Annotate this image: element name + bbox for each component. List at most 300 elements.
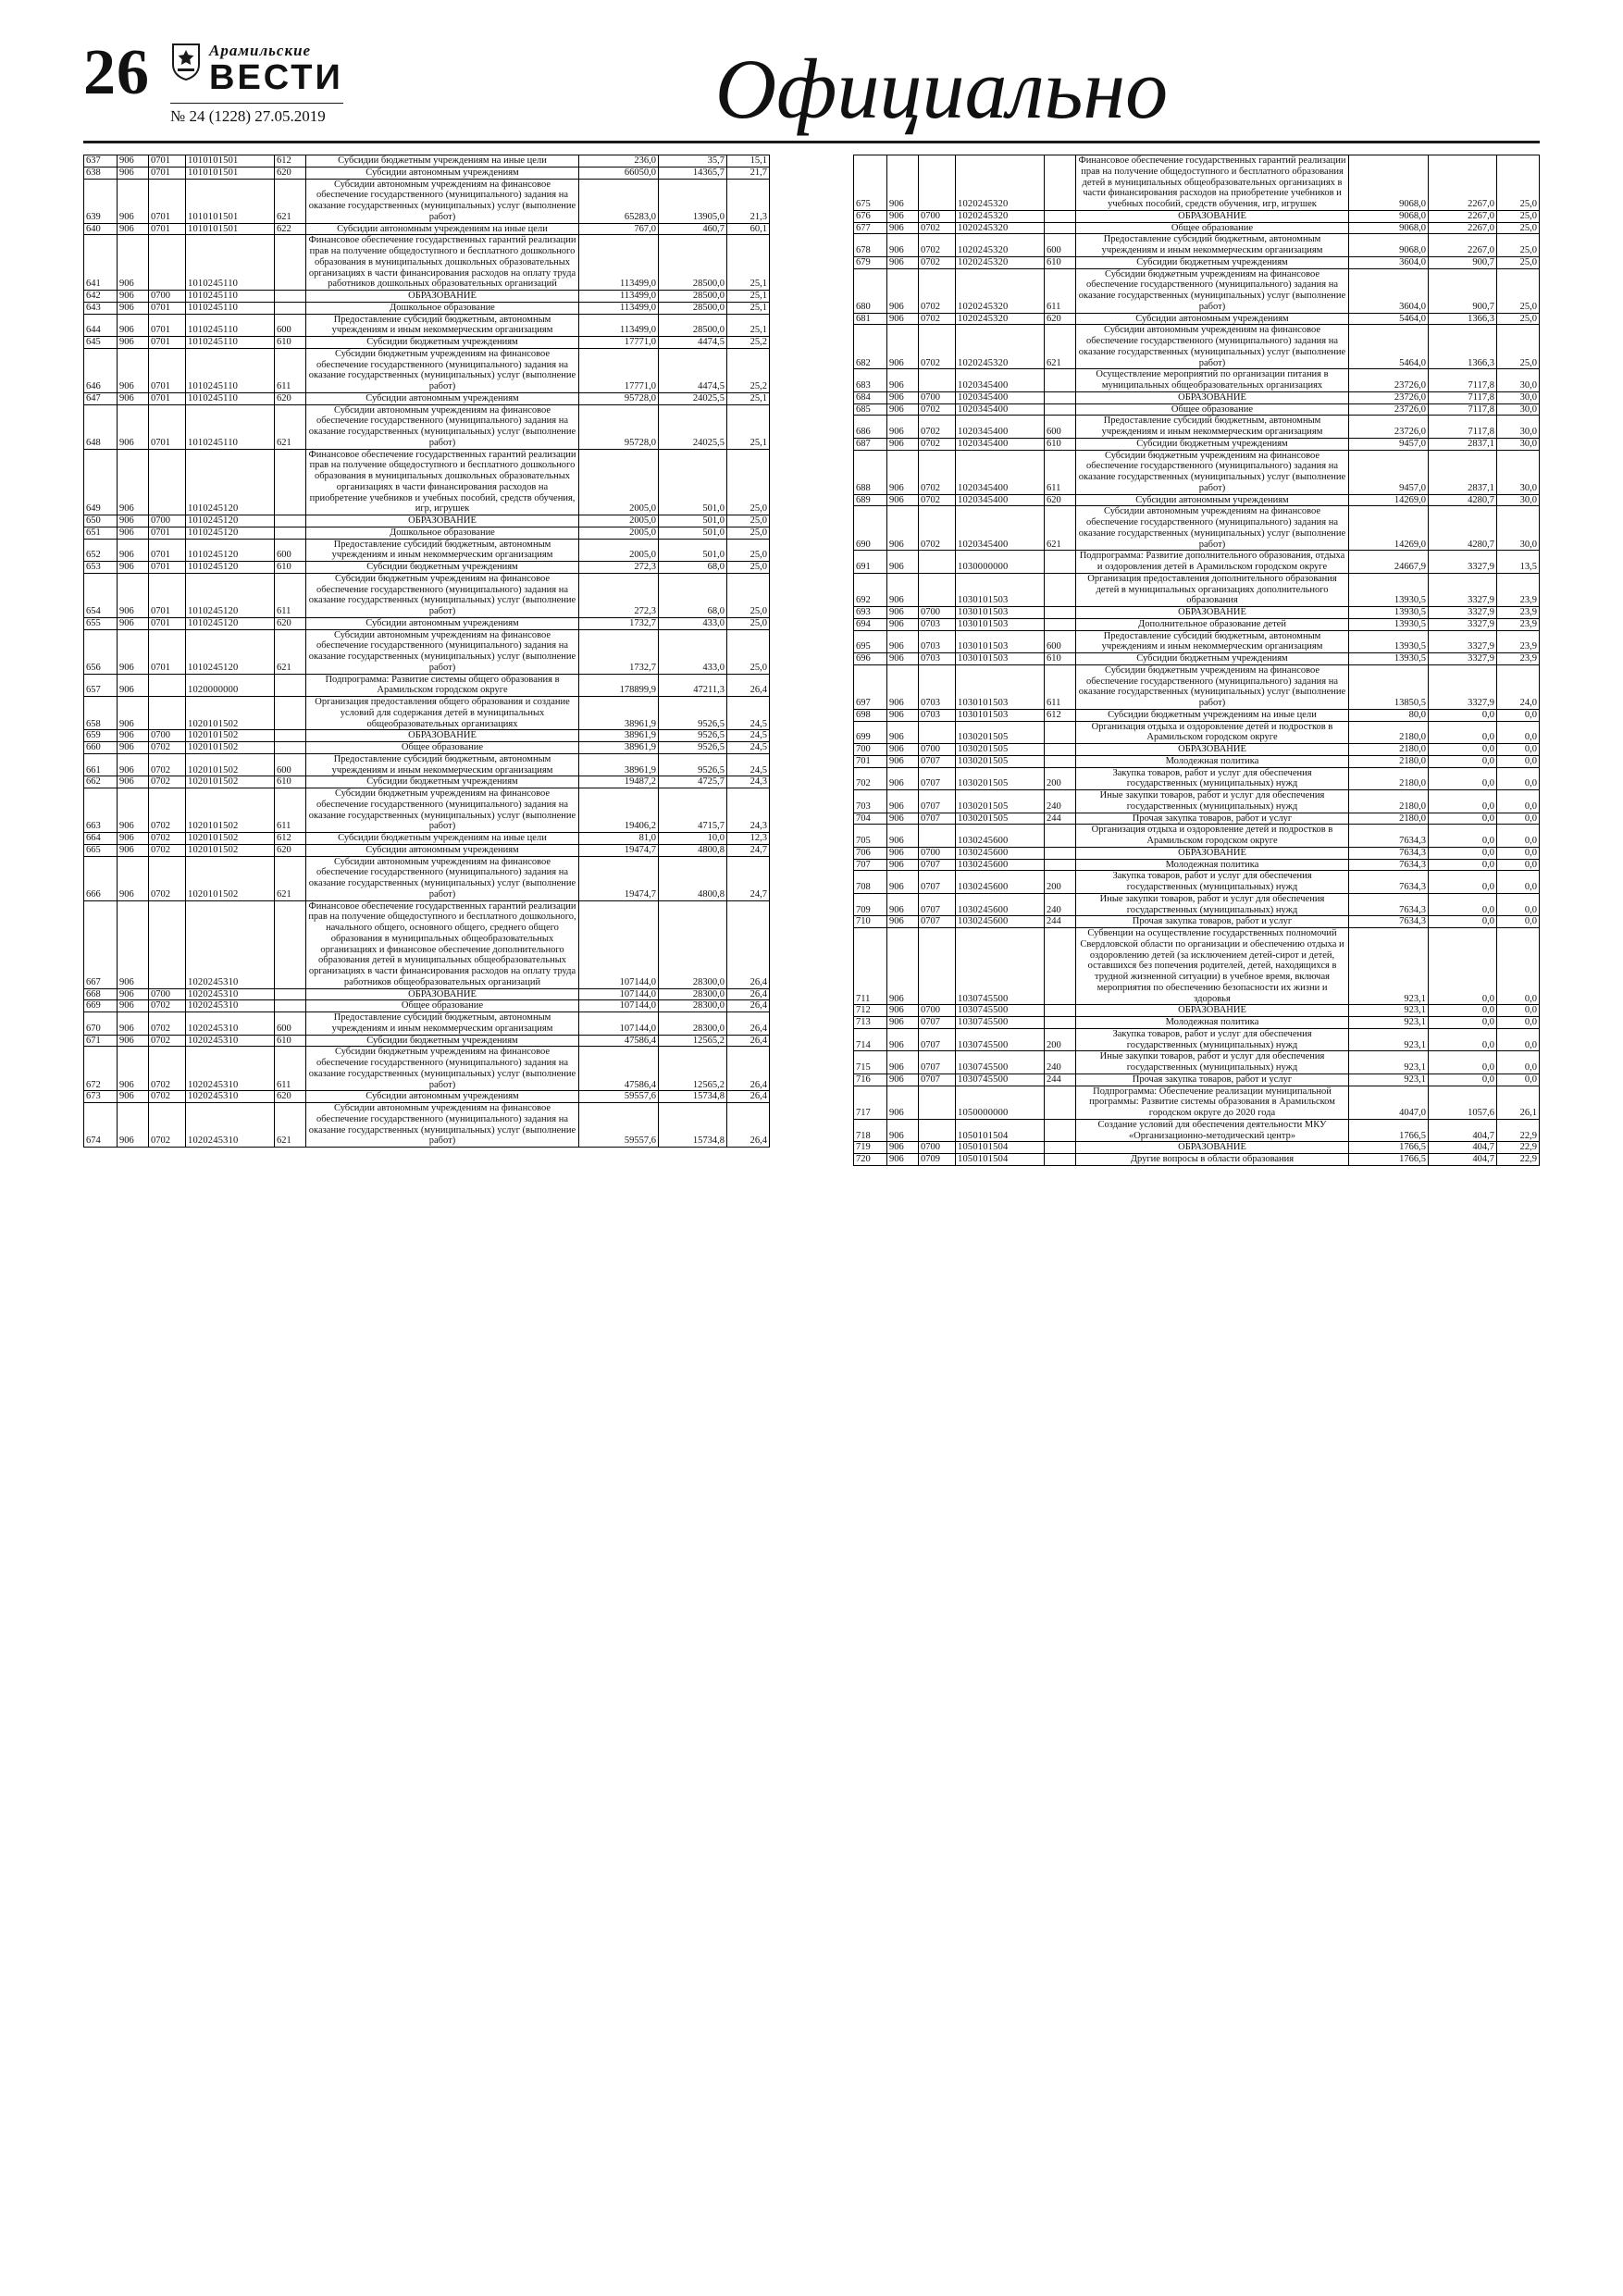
percent-executed-cell: 24,5 [727,753,770,776]
grbs-code-cell: 906 [887,416,919,439]
row-number-cell: 649 [84,449,118,515]
table-row [84,392,770,404]
section-code-cell: 0702 [149,788,186,833]
expense-type-cell: 600 [1045,416,1076,439]
percent-executed-cell: 24,5 [727,742,770,754]
approved-amount-cell: 38961,9 [579,753,659,776]
percent-executed-cell: 25,0 [1497,234,1540,257]
executed-amount-cell: 47211,3 [659,674,727,697]
table-row [84,617,770,629]
target-article-cell: 1020245310 [186,1012,275,1036]
row-number-cell: 683 [854,369,887,392]
expense-name-cell: Субсидии бюджетным учреждениям на финансовое обеспечение государственного (муниципального) задания на оказание государственных (муниципальных) услуг (выполнение работ) [306,573,579,617]
approved-amount-cell: 107144,0 [579,1000,659,1012]
table-row [854,268,1540,313]
table-row [84,856,770,900]
expense-name-cell: ОБРАЗОВАНИЕ [1076,847,1349,859]
table-row [84,1091,770,1103]
row-number-cell: 707 [854,859,887,871]
executed-amount-cell: 3327,9 [1429,630,1497,653]
expense-type-cell [275,291,306,303]
row-number-cell: 671 [84,1035,118,1047]
section-code-cell: 0701 [149,527,186,539]
approved-amount-cell: 59557,6 [579,1091,659,1103]
grbs-code-cell: 906 [887,1074,919,1086]
row-number-cell: 657 [84,674,118,697]
section-code-cell [149,900,186,988]
expense-name-cell: Субсидии бюджетным учреждениям [306,1035,579,1047]
target-article-cell: 1030745500 [956,1028,1045,1051]
section-code-cell: 0702 [149,844,186,856]
table-row [84,167,770,179]
expense-type-cell: 611 [1045,664,1076,709]
row-number-cell: 719 [854,1142,887,1154]
percent-executed-cell: 25,1 [727,404,770,449]
grbs-code-cell: 906 [887,871,919,894]
table-row [84,348,770,392]
table-row [854,256,1540,268]
row-number-cell: 661 [84,753,118,776]
expense-name-cell: Субсидии бюджетным учреждениям на финансовое обеспечение государственного (муниципального) задания на оказание государственных (муниципальных) услуг (выполнение работ) [1076,450,1349,494]
percent-executed-cell: 25,1 [727,235,770,291]
table-row [854,1051,1540,1074]
percent-executed-cell: 25,0 [1497,222,1540,234]
row-number-cell: 693 [854,607,887,619]
table-row [84,527,770,539]
expense-type-cell [1045,403,1076,416]
approved-amount-cell: 7634,3 [1349,825,1429,848]
table-row [854,1074,1540,1086]
table-row [854,450,1540,494]
table-row [84,155,770,168]
expense-type-cell: 610 [275,1035,306,1047]
table-row [84,730,770,742]
target-article-cell: 1020245310 [186,1000,275,1012]
expense-type-cell: 620 [275,392,306,404]
expense-type-cell: 611 [275,573,306,617]
row-number-cell: 656 [84,629,118,674]
section-code-cell: 0707 [919,871,956,894]
table-row [854,313,1540,325]
grbs-code-cell: 906 [887,813,919,825]
target-article-cell: 1010245110 [186,302,275,314]
table-row [84,1047,770,1091]
executed-amount-cell: 0,0 [1429,813,1497,825]
expense-name-cell: Иные закупки товаров, работ и услуг для обеспечения государственных (муниципальных) нужд [1076,1051,1349,1074]
percent-executed-cell: 0,0 [1497,1051,1540,1074]
expense-type-cell [275,697,306,730]
grbs-code-cell: 906 [887,1028,919,1051]
section-code-cell: 0703 [919,709,956,721]
grbs-code-cell: 906 [887,494,919,506]
section-code-cell: 0701 [149,617,186,629]
approved-amount-cell: 47586,4 [579,1035,659,1047]
expense-type-cell [275,515,306,527]
expense-type-cell [1045,928,1076,1005]
expense-type-cell: 610 [1045,438,1076,450]
target-article-cell: 1020245310 [186,1091,275,1103]
expense-name-cell: ОБРАЗОВАНИЕ [1076,210,1349,222]
target-article-cell: 1020245320 [956,325,1045,369]
section-code-cell: 0701 [149,562,186,574]
approved-amount-cell: 13930,5 [1349,618,1429,630]
expense-type-cell [1045,391,1076,403]
target-article-cell: 1030101503 [956,607,1045,619]
grbs-code-cell: 906 [118,1103,149,1148]
table-row [854,1017,1540,1029]
percent-executed-cell: 0,0 [1497,767,1540,790]
row-number-cell: 700 [854,744,887,756]
percent-executed-cell: 23,9 [1497,630,1540,653]
executed-amount-cell: 4280,7 [1429,494,1497,506]
approved-amount-cell: 767,0 [579,223,659,235]
executed-amount-cell: 0,0 [1429,928,1497,1005]
grbs-code-cell: 906 [887,210,919,222]
target-article-cell: 1020245320 [956,256,1045,268]
section-code-cell: 0707 [919,1051,956,1074]
section-code-cell [919,825,956,848]
target-article-cell: 1020245320 [956,234,1045,257]
row-number-cell: 688 [854,450,887,494]
executed-amount-cell: 7117,8 [1429,416,1497,439]
executed-amount-cell: 0,0 [1429,790,1497,813]
target-article-cell: 1020345400 [956,438,1045,450]
section-code-cell: 0703 [919,618,956,630]
expense-name-cell: Прочая закупка товаров, работ и услуг [1076,916,1349,928]
row-number-cell: 711 [854,928,887,1005]
budget-table-left [83,155,770,1148]
target-article-cell: 1010101501 [186,167,275,179]
expense-type-cell: 611 [275,1047,306,1091]
section-code-cell: 0700 [919,210,956,222]
table-row [84,223,770,235]
approved-amount-cell: 2180,0 [1349,767,1429,790]
expense-name-cell: Общее образование [1076,222,1349,234]
percent-executed-cell: 25,2 [727,348,770,392]
expense-type-cell: 610 [275,562,306,574]
brand-name-top: Арамильские [209,42,312,59]
row-number-cell: 691 [854,551,887,574]
expense-type-cell [275,742,306,754]
expense-type-cell [275,1000,306,1012]
approved-amount-cell: 2180,0 [1349,721,1429,744]
executed-amount-cell: 14365,7 [659,167,727,179]
approved-amount-cell: 2180,0 [1349,755,1429,767]
table-row [854,630,1540,653]
expense-type-cell [1045,1142,1076,1154]
executed-amount-cell: 35,7 [659,155,727,168]
row-number-cell: 675 [854,155,887,211]
executed-amount-cell: 2267,0 [1429,222,1497,234]
approved-amount-cell: 24667,9 [1349,551,1429,574]
expense-name-cell: Подпрограмма: Развитие системы общего образования в Арамильском городском округе [306,674,579,697]
expense-type-cell: 612 [1045,709,1076,721]
row-number-cell: 715 [854,1051,887,1074]
expense-type-cell: 600 [275,1012,306,1036]
approved-amount-cell: 59557,6 [579,1103,659,1148]
grbs-code-cell: 906 [118,404,149,449]
target-article-cell: 1030101503 [956,664,1045,709]
grbs-code-cell: 906 [887,709,919,721]
executed-amount-cell: 28300,0 [659,1012,727,1036]
expense-type-cell: 240 [1045,1051,1076,1074]
section-code-cell: 0701 [149,337,186,349]
expense-type-cell [1045,210,1076,222]
expense-name-cell: Субсидии автономным учреждениям на финансовое обеспечение государственного (муниципального) задания на оказание государственных (муниципальных) услуг (выполнение работ) [306,856,579,900]
section-code-cell [919,1086,956,1119]
approved-amount-cell: 65283,0 [579,179,659,223]
grbs-code-cell: 906 [118,1000,149,1012]
expense-name-cell: Субсидии бюджетным учреждениям [1076,653,1349,665]
approved-amount-cell: 1766,5 [1349,1154,1429,1166]
target-article-cell: 1020245320 [956,268,1045,313]
table-row [84,573,770,617]
percent-executed-cell: 30,0 [1497,450,1540,494]
section-code-cell: 0702 [149,1035,186,1047]
target-article-cell: 1010245110 [186,348,275,392]
row-number-cell: 673 [84,1091,118,1103]
row-number-cell: 654 [84,573,118,617]
approved-amount-cell: 178899,9 [579,674,659,697]
expense-name-cell: Субсидии автономным учреждениям [1076,494,1349,506]
section-code-cell: 0701 [149,404,186,449]
percent-executed-cell: 25,0 [1497,313,1540,325]
grbs-code-cell: 906 [887,630,919,653]
section-code-cell [919,573,956,606]
row-number-cell: 718 [854,1119,887,1142]
table-row [854,438,1540,450]
table-row [84,788,770,833]
percent-executed-cell: 25,0 [727,527,770,539]
expense-name-cell: Субсидии бюджетным учреждениям [306,337,579,349]
percent-executed-cell: 25,1 [727,291,770,303]
expense-type-cell [1045,1005,1076,1017]
executed-amount-cell: 9526,5 [659,730,727,742]
table-row [84,753,770,776]
target-article-cell: 1010245110 [186,337,275,349]
percent-executed-cell: 23,9 [1497,573,1540,606]
section-code-cell: 0702 [919,416,956,439]
row-number-cell: 679 [854,256,887,268]
table-row [84,179,770,223]
expense-type-cell [1045,155,1076,211]
section-code-cell [149,449,186,515]
coat-of-arms-icon [170,43,202,81]
section-code-cell: 0707 [919,859,956,871]
executed-amount-cell: 68,0 [659,573,727,617]
grbs-code-cell: 906 [118,235,149,291]
expense-name-cell: Другие вопросы в области образования [1076,1154,1349,1166]
percent-executed-cell: 23,9 [1497,618,1540,630]
expense-type-cell: 600 [1045,630,1076,653]
table-row [84,515,770,527]
masthead [83,37,1540,143]
row-number-cell: 668 [84,988,118,1000]
grbs-code-cell: 906 [887,1017,919,1029]
table-row [854,847,1540,859]
row-number-cell: 672 [84,1047,118,1091]
expense-name-cell: Субсидии автономным учреждениям [1076,313,1349,325]
executed-amount-cell: 68,0 [659,562,727,574]
approved-amount-cell: 107144,0 [579,1012,659,1036]
percent-executed-cell: 30,0 [1497,494,1540,506]
table-row [854,1142,1540,1154]
grbs-code-cell: 906 [887,369,919,392]
percent-executed-cell: 22,9 [1497,1119,1540,1142]
expense-name-cell: Закупка товаров, работ и услуг для обеспечения государственных (муниципальных) нужд [1076,871,1349,894]
expense-name-cell: Иные закупки товаров, работ и услуг для обеспечения государственных (муниципальных) нужд [1076,790,1349,813]
brand-name-main: ВЕСТИ [209,58,343,97]
expense-name-cell: Организация отдыха и оздоровление детей и подростков в Арамильском городском округе [1076,721,1349,744]
expense-name-cell: Субсидии автономным учреждениям [306,392,579,404]
grbs-code-cell: 906 [887,1086,919,1119]
grbs-code-cell: 906 [118,302,149,314]
section-code-cell: 0701 [149,223,186,235]
grbs-code-cell: 906 [887,438,919,450]
target-article-cell: 1020101502 [186,730,275,742]
executed-amount-cell: 9526,5 [659,697,727,730]
target-article-cell: 1030245600 [956,847,1045,859]
expense-type-cell [1045,369,1076,392]
row-number-cell: 676 [854,210,887,222]
percent-executed-cell: 0,0 [1497,1028,1540,1051]
section-code-cell: 0701 [149,392,186,404]
expense-type-cell: 610 [275,776,306,788]
expense-name-cell: Финансовое обеспечение государственных гарантий реализации прав на получение общедоступного и бесплатного дошкольного образования в муниципальных дошкольных образовательных организациях в части финансирования расходов на оплату труда работников дошкольных образовательных организаций [306,235,579,291]
target-article-cell: 1020345400 [956,416,1045,439]
executed-amount-cell: 3327,9 [1429,664,1497,709]
percent-executed-cell: 0,0 [1497,1005,1540,1017]
grbs-code-cell: 906 [887,744,919,756]
expense-name-cell: Субвенции на осуществление государственных полномочий Свердловской области по организации и обеспечению отдыха и оздоровлению детей (за исключением детей-сирот и детей, оставшихся без попечения родителей, детей, находящихся в трудной жизненной ситуации) в учебное время, включая мероприятия по обеспечению безопасности их жизни и здоровья [1076,928,1349,1005]
grbs-code-cell: 906 [887,664,919,709]
approved-amount-cell: 13930,5 [1349,630,1429,653]
section-code-cell: 0703 [919,653,956,665]
target-article-cell: 1030201505 [956,721,1045,744]
grbs-code-cell: 906 [118,562,149,574]
grbs-code-cell: 906 [887,859,919,871]
row-number-cell: 638 [84,167,118,179]
target-article-cell: 1020245310 [186,1035,275,1047]
table-row [84,539,770,562]
grbs-code-cell: 906 [887,790,919,813]
row-number-cell: 659 [84,730,118,742]
percent-executed-cell: 24,5 [727,697,770,730]
target-article-cell: 1030201505 [956,790,1045,813]
approved-amount-cell: 7634,3 [1349,871,1429,894]
approved-amount-cell: 47586,4 [579,1047,659,1091]
expense-type-cell [275,235,306,291]
expense-name-cell: Предоставление субсидий бюджетным, автономным учреждениям и иным некоммерческим организациям [306,1012,579,1036]
target-article-cell: 1030101503 [956,618,1045,630]
expense-name-cell: Субсидии автономным учреждениям [306,844,579,856]
executed-amount-cell: 0,0 [1429,1051,1497,1074]
section-code-cell [919,155,956,211]
expense-name-cell: Субсидии бюджетным учреждениям на финансовое обеспечение государственного (муниципального) задания на оказание государственных (муниципальных) услуг (выполнение работ) [1076,268,1349,313]
grbs-code-cell: 906 [887,928,919,1005]
grbs-code-cell: 906 [118,515,149,527]
row-number-cell: 667 [84,900,118,988]
target-article-cell: 1010245110 [186,291,275,303]
expense-name-cell: Молодежная политика [1076,859,1349,871]
expense-type-cell [1045,618,1076,630]
executed-amount-cell: 501,0 [659,527,727,539]
table-row [854,825,1540,848]
executed-amount-cell: 0,0 [1429,1074,1497,1086]
target-article-cell: 1020245320 [956,313,1045,325]
executed-amount-cell: 3327,9 [1429,551,1497,574]
row-number-cell: 645 [84,337,118,349]
table-row [854,369,1540,392]
table-row [84,1035,770,1047]
target-article-cell: 1010245120 [186,562,275,574]
expense-name-cell: Осуществление мероприятий по организации питания в муниципальных общеобразовательных организациях [1076,369,1349,392]
executed-amount-cell: 28500,0 [659,291,727,303]
grbs-code-cell: 906 [118,629,149,674]
executed-amount-cell: 12565,2 [659,1035,727,1047]
grbs-code-cell: 906 [887,268,919,313]
approved-amount-cell: 923,1 [1349,1017,1429,1029]
expense-type-cell: 600 [275,539,306,562]
expense-name-cell: Финансовое обеспечение государственных гарантий реализации прав на получение общедоступного и бесплатного дошкольного, начального общего, основного общего, среднего общего образования в муниципальных общеобразовательных организациях и финансовое обеспечение дополнительного образования детей в муниципальных общеобразовательных организациях в части финансирования расходов на оплату труда работников общеобразовательных организаций [306,900,579,988]
row-number-cell: 644 [84,314,118,337]
expense-name-cell: Молодежная политика [1076,1017,1349,1029]
row-number-cell: 694 [854,618,887,630]
table-row [84,742,770,754]
row-number-cell: 648 [84,404,118,449]
grbs-code-cell: 906 [887,450,919,494]
target-article-cell: 1010245120 [186,515,275,527]
grbs-code-cell: 906 [118,314,149,337]
row-number-cell: 687 [854,438,887,450]
section-code-cell: 0702 [149,833,186,845]
grbs-code-cell: 906 [887,1154,919,1166]
section-code-cell: 0707 [919,813,956,825]
approved-amount-cell: 9068,0 [1349,234,1429,257]
percent-executed-cell: 25,1 [727,314,770,337]
percent-executed-cell: 30,0 [1497,416,1540,439]
budget-table-right [853,155,1540,1166]
percent-executed-cell: 26,4 [727,1103,770,1148]
table-row [854,210,1540,222]
approved-amount-cell: 23726,0 [1349,391,1429,403]
expense-name-cell: Финансовое обеспечение государственных гарантий реализации прав на получение общедоступного и бесплатного образования детей в муниципальных общеобразовательных организациях в части финансирования расходов на приобретение учебников и учебных пособий, средств обучения, игр, игрушек [1076,155,1349,211]
grbs-code-cell: 906 [118,179,149,223]
section-code-cell: 0702 [919,313,956,325]
table-row [854,551,1540,574]
row-number-cell: 680 [854,268,887,313]
row-number-cell: 699 [854,721,887,744]
percent-executed-cell: 25,0 [1497,325,1540,369]
executed-amount-cell: 0,0 [1429,871,1497,894]
approved-amount-cell: 923,1 [1349,1074,1429,1086]
table-row [84,291,770,303]
expense-type-cell: 244 [1045,813,1076,825]
executed-amount-cell: 2837,1 [1429,450,1497,494]
section-code-cell: 0702 [919,222,956,234]
expense-name-cell: Молодежная политика [1076,755,1349,767]
table-row [854,1005,1540,1017]
section-code-cell [919,1119,956,1142]
executed-amount-cell: 900,7 [1429,268,1497,313]
section-code-cell: 0707 [919,767,956,790]
table-row [854,1119,1540,1142]
target-article-cell: 1010245110 [186,314,275,337]
expense-name-cell: Предоставление субсидий бюджетным, автономным учреждениям и иным некоммерческим организациям [1076,234,1349,257]
table-columns [83,155,1540,1166]
executed-amount-cell: 7117,8 [1429,369,1497,392]
target-article-cell: 1020245320 [956,222,1045,234]
